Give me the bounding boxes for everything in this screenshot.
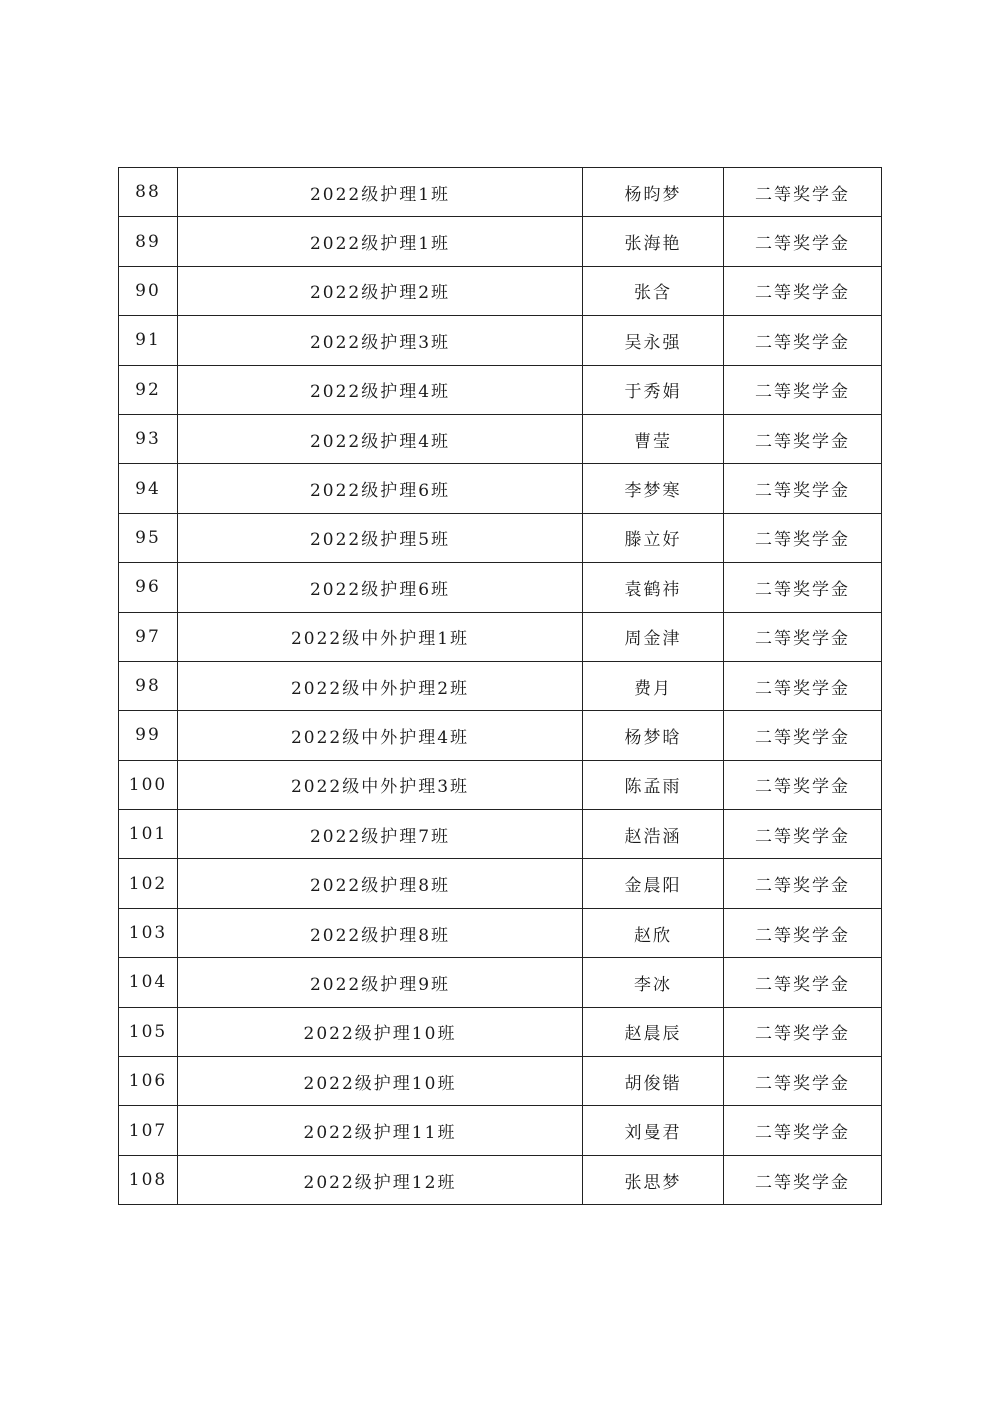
- class-cell: 2022级护理6班: [178, 464, 583, 513]
- table-row: [119, 661, 882, 710]
- class-cell: 2022级中外护理3班: [178, 760, 583, 809]
- award-cell: 二等奖学金: [724, 810, 882, 859]
- table-row: [119, 266, 882, 315]
- student-name-cell: 李冰: [583, 958, 724, 1007]
- class-cell: 2022级护理9班: [178, 958, 583, 1007]
- student-name-cell: 赵晨辰: [583, 1007, 724, 1056]
- class-cell: 2022级护理12班: [178, 1155, 583, 1204]
- class-cell: 2022级护理4班: [178, 365, 583, 414]
- student-name-cell: 陈孟雨: [583, 760, 724, 809]
- class-cell: 2022级护理1班: [178, 168, 583, 217]
- award-cell: 二等奖学金: [724, 464, 882, 513]
- student-name-cell: 周金津: [583, 612, 724, 661]
- row-number-cell: 93: [119, 414, 178, 463]
- award-cell: 二等奖学金: [724, 168, 882, 217]
- student-name-cell: 张含: [583, 266, 724, 315]
- award-cell: 二等奖学金: [724, 958, 882, 1007]
- student-name-cell: 滕立好: [583, 513, 724, 562]
- award-cell: 二等奖学金: [724, 1057, 882, 1106]
- table-row: [119, 513, 882, 562]
- row-number-cell: 104: [119, 958, 178, 1007]
- student-name-cell: 李梦寒: [583, 464, 724, 513]
- table-row: [119, 958, 882, 1007]
- student-name-cell: 刘曼君: [583, 1106, 724, 1155]
- row-number-cell: 98: [119, 661, 178, 710]
- row-number-cell: 94: [119, 464, 178, 513]
- student-name-cell: 赵浩涵: [583, 810, 724, 859]
- table-body: [119, 168, 882, 1205]
- award-cell: 二等奖学金: [724, 1007, 882, 1056]
- class-cell: 2022级护理2班: [178, 266, 583, 315]
- table-row: [119, 217, 882, 266]
- student-name-cell: 杨昀梦: [583, 168, 724, 217]
- class-cell: 2022级护理11班: [178, 1106, 583, 1155]
- student-name-cell: 金晨阳: [583, 859, 724, 908]
- table-row: [119, 563, 882, 612]
- table-row: [119, 316, 882, 365]
- class-cell: 2022级护理10班: [178, 1007, 583, 1056]
- row-number-cell: 101: [119, 810, 178, 859]
- award-cell: 二等奖学金: [724, 316, 882, 365]
- row-number-cell: 106: [119, 1057, 178, 1106]
- student-name-cell: 张思梦: [583, 1155, 724, 1204]
- student-name-cell: 费月: [583, 661, 724, 710]
- table-row: [119, 464, 882, 513]
- class-cell: 2022级中外护理2班: [178, 661, 583, 710]
- table-row: [119, 810, 882, 859]
- award-cell: 二等奖学金: [724, 661, 882, 710]
- table-row: [119, 908, 882, 957]
- table-row: [119, 760, 882, 809]
- student-name-cell: 胡俊锴: [583, 1057, 724, 1106]
- student-name-cell: 张海艳: [583, 217, 724, 266]
- class-cell: 2022级中外护理1班: [178, 612, 583, 661]
- class-cell: 2022级护理1班: [178, 217, 583, 266]
- table-row: [119, 1106, 882, 1155]
- table-row: [119, 1007, 882, 1056]
- row-number-cell: 99: [119, 711, 178, 760]
- award-cell: 二等奖学金: [724, 1106, 882, 1155]
- row-number-cell: 97: [119, 612, 178, 661]
- class-cell: 2022级中外护理4班: [178, 711, 583, 760]
- class-cell: 2022级护理5班: [178, 513, 583, 562]
- row-number-cell: 92: [119, 365, 178, 414]
- award-cell: 二等奖学金: [724, 612, 882, 661]
- row-number-cell: 102: [119, 859, 178, 908]
- award-cell: 二等奖学金: [724, 513, 882, 562]
- scholarship-table: [118, 167, 882, 1205]
- table-row: [119, 612, 882, 661]
- row-number-cell: 91: [119, 316, 178, 365]
- award-cell: 二等奖学金: [724, 711, 882, 760]
- row-number-cell: 95: [119, 513, 178, 562]
- table-row: [119, 365, 882, 414]
- student-name-cell: 于秀娟: [583, 365, 724, 414]
- class-cell: 2022级护理4班: [178, 414, 583, 463]
- row-number-cell: 103: [119, 908, 178, 957]
- class-cell: 2022级护理6班: [178, 563, 583, 612]
- row-number-cell: 88: [119, 168, 178, 217]
- student-name-cell: 曹莹: [583, 414, 724, 463]
- row-number-cell: 89: [119, 217, 178, 266]
- class-cell: 2022级护理8班: [178, 908, 583, 957]
- award-cell: 二等奖学金: [724, 1155, 882, 1204]
- row-number-cell: 100: [119, 760, 178, 809]
- award-cell: 二等奖学金: [724, 859, 882, 908]
- table-row: [119, 414, 882, 463]
- award-cell: 二等奖学金: [724, 266, 882, 315]
- class-cell: 2022级护理7班: [178, 810, 583, 859]
- table-row: [119, 1155, 882, 1204]
- row-number-cell: 105: [119, 1007, 178, 1056]
- class-cell: 2022级护理8班: [178, 859, 583, 908]
- table-row: [119, 711, 882, 760]
- table-row: [119, 168, 882, 217]
- table-row: [119, 1057, 882, 1106]
- row-number-cell: 90: [119, 266, 178, 315]
- row-number-cell: 108: [119, 1155, 178, 1204]
- student-name-cell: 杨梦晗: [583, 711, 724, 760]
- table-row: [119, 859, 882, 908]
- student-name-cell: 赵欣: [583, 908, 724, 957]
- award-cell: 二等奖学金: [724, 563, 882, 612]
- award-cell: 二等奖学金: [724, 414, 882, 463]
- award-cell: 二等奖学金: [724, 908, 882, 957]
- student-name-cell: 吴永强: [583, 316, 724, 365]
- award-cell: 二等奖学金: [724, 365, 882, 414]
- row-number-cell: 96: [119, 563, 178, 612]
- row-number-cell: 107: [119, 1106, 178, 1155]
- award-cell: 二等奖学金: [724, 217, 882, 266]
- student-name-cell: 袁鹤祎: [583, 563, 724, 612]
- award-cell: 二等奖学金: [724, 760, 882, 809]
- class-cell: 2022级护理3班: [178, 316, 583, 365]
- class-cell: 2022级护理10班: [178, 1057, 583, 1106]
